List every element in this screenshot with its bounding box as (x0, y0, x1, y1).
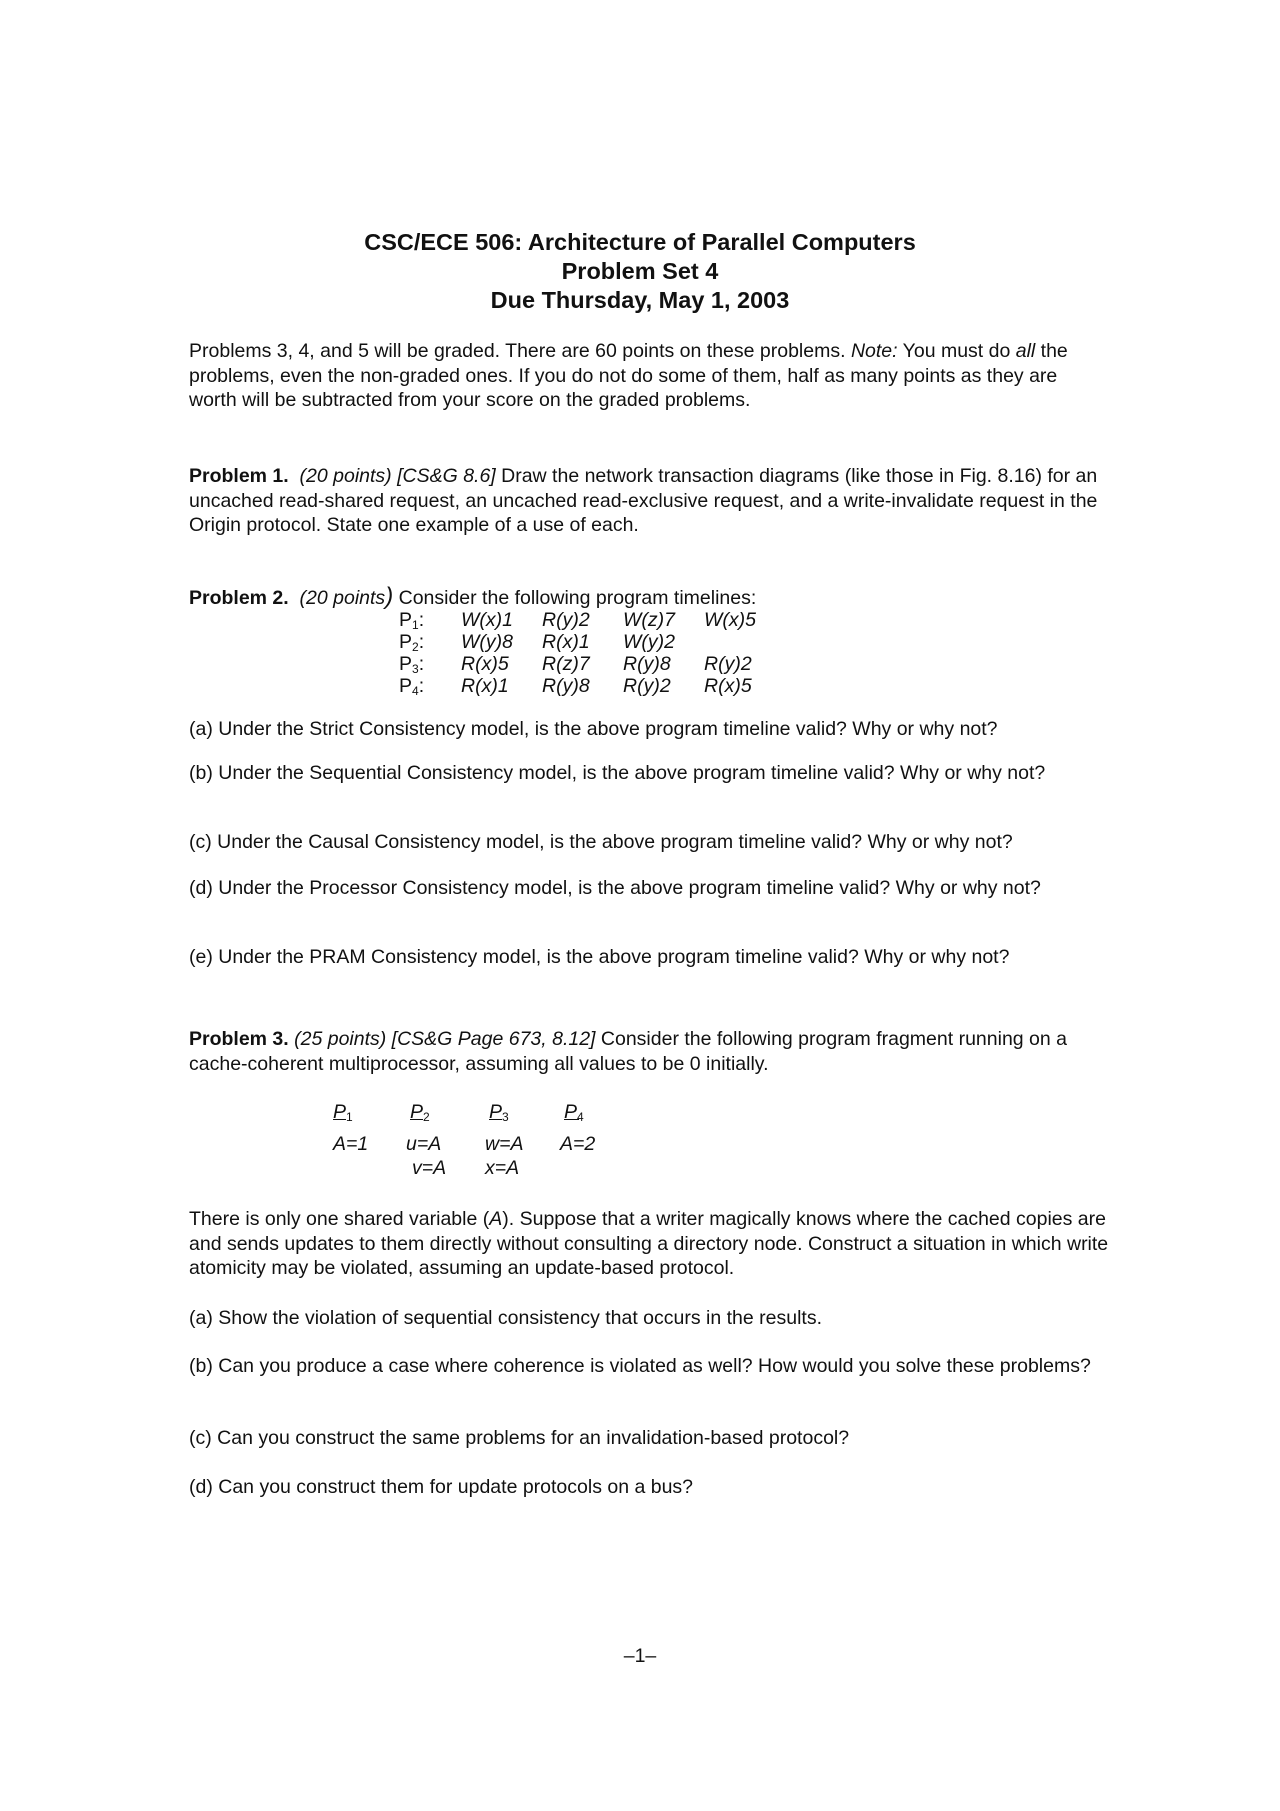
all-label: all (1015, 340, 1036, 362)
page-number: –1– (623, 1645, 657, 1667)
problem-1-label: Problem 1. (189, 465, 289, 487)
problem-3 (189, 1027, 1109, 1076)
title-block (0, 228, 1280, 315)
problem-2-question-b: (b) Under the Sequential Consistency model, is the above program timeline valid? Why or why not? (189, 762, 1046, 784)
note-label: Note: (850, 340, 898, 362)
problem-2-question-d: (d) Under the Processor Consistency model, is the above program timeline valid? Why or why not? (189, 877, 1041, 899)
timeline-row: $P_1$: W(x)1 R(y)2 W(z)7 W(x)5 (399, 609, 756, 632)
problem-set-title: Problem Set 4 (561, 258, 719, 284)
fragment-column: $P_4$ A=2 (560, 1101, 596, 1155)
problem-2-question-e: (e) Under the PRAM Consistency model, is the above program timeline valid? Why or why not? (189, 946, 1010, 968)
problem-2: Problem 2. (20 points) Consider the following program timelines: (189, 583, 757, 610)
problem-1 (189, 464, 1109, 538)
problem-3-question-a: (a) Show the violation of sequential consistency that occurs in the results. (189, 1307, 822, 1329)
fragment-column: $P_2$ u=A v=A (406, 1101, 447, 1179)
problem-1-points: (20 points) [CS&G 8.6] (299, 465, 496, 487)
due-date: Due Thursday, May 1, 2003 (490, 287, 790, 313)
problem-2-label: Problem 2. (189, 587, 289, 609)
fragment-column: $P_1$ A=1 (333, 1101, 369, 1155)
problem-3-question-d: (d) Can you construct them for update protocols on a bus? (189, 1476, 694, 1498)
problem-2-question-a: (a) Under the Strict Consistency model, is the above program timeline valid? Why or why not? (189, 718, 998, 740)
problem-2-text: Consider the following program timelines: (393, 587, 757, 609)
timeline-row: $P_3$: R(x)5 R(z)7 R(y)8 R(y)2 (399, 653, 752, 676)
problem-3-points: (25 points) [CS&G Page 673, 8.12] (294, 1028, 596, 1050)
program-timelines (399, 609, 785, 697)
problem-3-question-b: (b) Can you produce a case where coherence is violated as well? How would you solve these problems? (189, 1355, 1091, 1377)
problem-2-points: (20 points (299, 587, 386, 609)
problem-3-label: Problem 3. (189, 1028, 289, 1050)
problem-3-text: Consider the following program fragment running on a cache-coherent multiprocessor, assuming all values to be 0 initially. (189, 1028, 1067, 1075)
problem-1-text: Draw the network transaction diagrams (like those in Fig. 8.16) for an uncached read-shared request, an uncached read-exclusive request, and a write-invalidate request in the Origin protocol. State one example of a use of each. (189, 465, 1098, 536)
problem-3-description: There is only one shared variable (A). Suppose that a writer magically knows where the cached copies are and sends updates to them directly without consulting a directory node. Construct a situation in which write atomicity may be violated, assuming an update-based protocol. (189, 1208, 1109, 1279)
problem-3-question-c: (c) Can you construct the same problems for an invalidation-based protocol? (189, 1427, 850, 1449)
timeline-row: $P_2$: W(y)8 R(x)1 W(y)2 (399, 631, 675, 654)
timeline-row: $P_4$: R(x)1 R(y)8 R(y)2 R(x)5 (399, 675, 752, 698)
problem-2-question-c: (c) Under the Causal Consistency model, is the above program timeline valid? Why or why not? (189, 831, 1013, 853)
course-title: CSC/ECE 506: Architecture of Parallel Computers (364, 229, 916, 255)
intro-paragraph: Problems 3, 4, and 5 will be graded. There are 60 points on these problems. Note: You must do all the problems, even the non-graded ones. If you do not do some of them, half as many points as they are worth will be subtracted from your score on the graded problems. (189, 340, 1068, 411)
fragment-column: $P_3$ w=A x=A (485, 1101, 524, 1179)
